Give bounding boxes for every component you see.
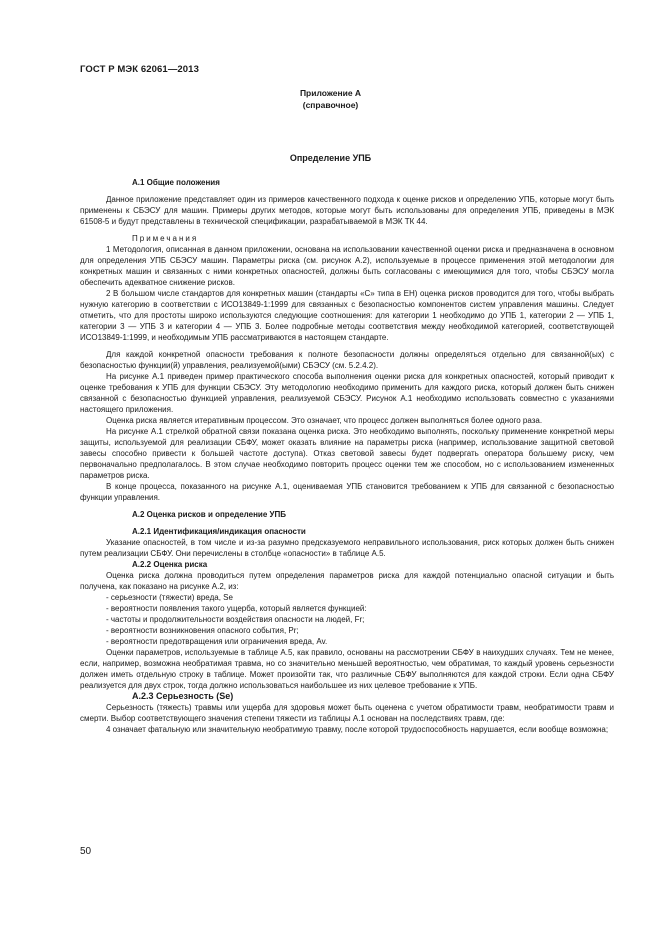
- standard-header: ГОСТ Р МЭК 62061—2013: [80, 64, 199, 75]
- list-item: - вероятности появления такого ущерба, который является функцией:: [106, 604, 367, 613]
- appendix-title: Приложение А: [299, 88, 362, 98]
- note-1: 1 Методология, описанная в данном приложении, основана на использовании качественной оценки риска и предназначена в основном для определения УПБ СБЭСУ машин. Параметры риска (см. рисунок А.2), используемые в процессе применения этой методологии для конкретных машин и связанных с ними конкретных опасностей, должны быть согласованы с имеющимися для того, чтобы СБЭСУ могла обеспечить адекватное снижение рисков.: [80, 245, 614, 287]
- paragraph: Указание опасностей, в том числе и из-за разумно предсказуемого неправильного использования, риск которых должен быть снижен путем реализации СБФУ. Они перечислены в столбце «опасности» в таблице А.5.: [80, 538, 614, 558]
- paragraph: Оценка риска должна проводиться путем определения параметров риска для каждой потенциально опасной ситуации и быть получена, как показано на рисунке А.2, из:: [80, 571, 614, 591]
- paragraph: На рисунке А.1 приведен пример практического способа выполнения оценки риска для конкретных опасностей, который приводит к оценке требования к УПБ для функции СБЭСУ. Эту методологию необходимо применить для каждого риска, который должен быть снижен связанной с безопасностью функцией управления, реализуемой СБЭСУ. Рисунок А.1 необходимо использовать совместно с указаниями настоящего приложения.: [80, 372, 614, 414]
- list-item: - вероятности предотвращения или ограничения вреда, Av.: [106, 637, 328, 646]
- paragraph: Оценки параметров, используемые в таблице А.5, как правило, основаны на рассмотрении СБФУ в наихудших случаях. Тем не менее, если, например, возможна необратимая травма, но со значительно меньшей вероятностью, чем обратимая, то каждый уровень серьезности должен иметь отдельную строку в таблице. Может произойти так, что различные СБФУ выполняются для каждой строки. Если одна СБФУ реализуется для двух строк, тогда должно использоваться наибольшее из них целевое требование к УПБ.: [80, 648, 614, 690]
- paragraph: 4 означает фатальную или значительную необратимую травму, после которой трудоспособность нарушается, если вообще возможна;: [106, 725, 609, 734]
- paragraph: Данное приложение представляет один из примеров качественного подхода к оценке рисков и определению УПБ, которые могут быть применены к СБЭСУ для машин. Примеры других методов, которые могут быть использованы для определения УПБ, приведены в МЭК 61508-5 и будут представлены в технической спецификации, разрабатываемой в МЭК ТК 44.: [80, 195, 614, 226]
- a22-heading: А.2.2 Оценка риска: [132, 560, 208, 569]
- a1-heading: А.1 Общие положения: [132, 178, 220, 187]
- list-item: - вероятности возникновения опасного события, Pr;: [106, 626, 299, 635]
- paragraph: На рисунке А.1 стрелкой обратной связи показана оценка риска. Это необходимо выполнять, поскольку применение конкретной меры защиты, используемой для реализации СБФУ, может оказать влияние на параметры риска (например, использование защитной световой завесы способно привести к большей частоте доступа). Отказ световой завесы будет подвергать оператора большему риску, чем первоначально предполагалось. В этом случае необходимо повторить процесс оценки тем же способом, но с использованием измененных параметров риска.: [80, 427, 614, 480]
- page-number: 50: [80, 846, 92, 857]
- paragraph: Серьезность (тяжесть) травмы или ущерба для здоровья может быть оценена с учетом обратимости травм, необратимости травм и смерти. Выбор соответствующего значения степени тяжести из таблицы А.1 основан на последствиях травм, где:: [80, 703, 614, 723]
- notes-title: Примечания: [132, 234, 199, 243]
- document-body: [80, 177, 614, 735]
- appendix-type: (справочное): [302, 100, 359, 110]
- paragraph: Для каждой конкретной опасности требования к полноте безопасности должны определяться отдельно для связанной(ых) с безопасностью функции(й) управления, реализуемой(ыми) СБЭСУ (см. 5.2.4.2).: [80, 350, 614, 370]
- a2-heading: А.2 Оценка рисков и определение УПБ: [132, 510, 286, 519]
- note-2: 2 В большом числе стандартов для конкретных машин (стандарты «С» типа в ЕН) оценка рисков проводится для того, чтобы выбрать нужную категорию в соответствии с ИСО13849-1:1999 для связанных с безопасностью компонентов систем управления машины. Следует отметить, что для простоты широко используются следующие соотношения: для категории 1 необходимо до УПБ 1, категории 2 — УПБ 1, категории 3 — УПБ 3 и категории 4 — УПБ 3. Более подробные методы соответствия между необходимой категорией, соответствующей ИСО13849-1:1999, и необходимым УПБ рассматриваются в настоящем стандарте.: [80, 289, 614, 342]
- paragraph: Оценка риска является итеративным процессом. Это означает, что процесс должен выполняться более одного раза.: [106, 416, 543, 425]
- a21-heading: А.2.1 Идентификация/индикация опасности: [132, 527, 306, 536]
- section-title: Определение УПБ: [289, 153, 372, 163]
- list-item: - частоты и продолжительности воздействия опасности на людей, Fr;: [106, 615, 365, 624]
- paragraph: В конце процесса, показанного на рисунке А.1, оцениваемая УПБ становится требованием к УПБ для связанной с безопасностью функции управления.: [80, 482, 614, 502]
- a23-heading: А.2.3 Серьезность (Se): [132, 691, 234, 701]
- list-item: - серьезности (тяжести) вреда, Se: [106, 593, 233, 602]
